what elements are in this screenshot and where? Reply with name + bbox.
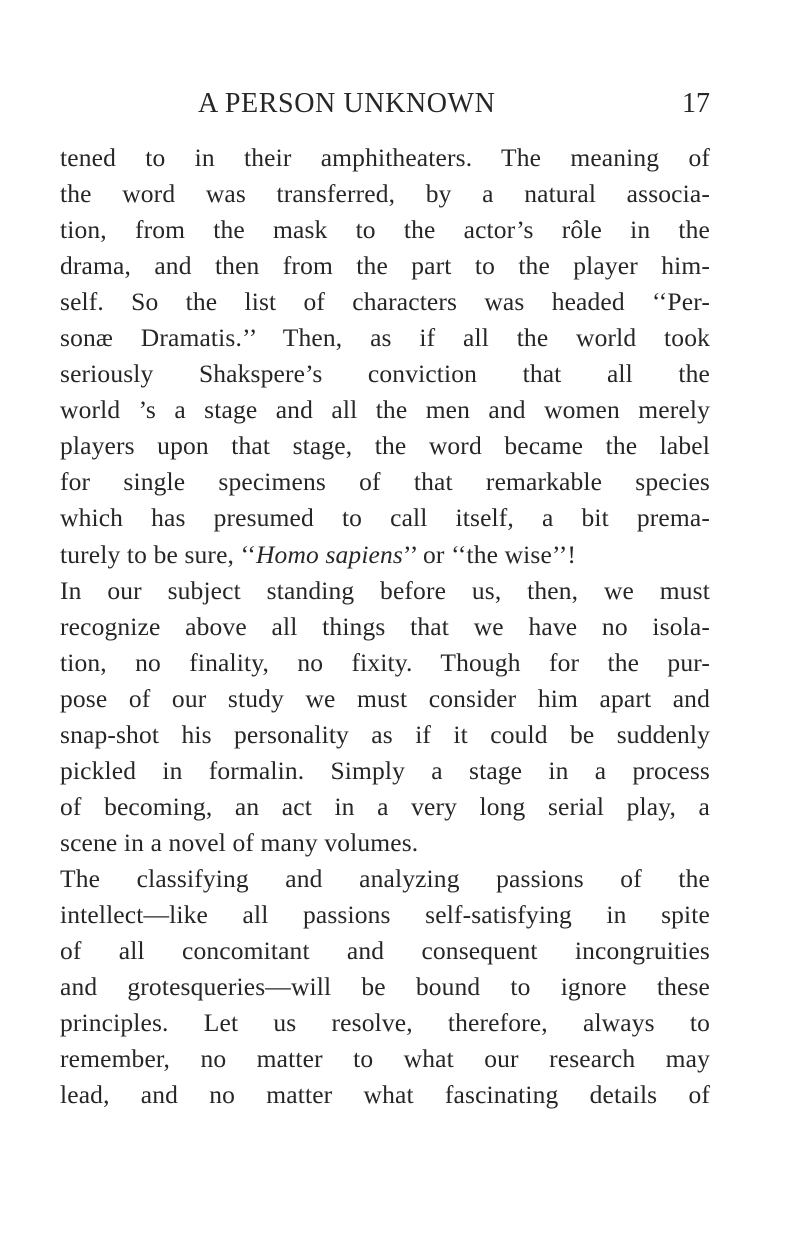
text-line: which has presumed to call itself, a bit prema-: [60, 503, 710, 533]
text-line: for single specimens of that remarkable species: [60, 467, 710, 497]
body-text: [60, 140, 710, 1113]
text-line: self. So the list of characters was headed ‘‘Per-: [60, 287, 710, 317]
italic-phrase: Homo sapiens: [255, 539, 403, 569]
text-line: the word was transferred, by a natural associa-: [60, 179, 710, 209]
text-line: tion, no finality, no fixity. Though for the pur-: [60, 647, 710, 677]
text-line: snap-shot his personality as if it could be suddenly: [60, 719, 710, 749]
text-line: The classifying and analyzing passions of the: [60, 863, 710, 893]
text-line: scene in a novel of many volumes.: [60, 827, 419, 857]
text-line: tened to in their amphitheaters. The meaning of: [60, 143, 710, 172]
text-line: principles. Let us resolve, therefore, always to: [60, 1008, 710, 1038]
running-head: A PERSON UNKNOWN: [198, 88, 496, 119]
text-segment: ’’ or ‘‘the wise’’!: [403, 539, 576, 569]
page-header: [198, 84, 710, 124]
text-line: In our subject standing before us, then, we must: [60, 575, 710, 605]
text-line: of becoming, an act in a very long serial play, a: [60, 791, 710, 821]
text-line: and grotesqueries—will be bound to ignore these: [60, 972, 710, 1002]
text-line: seriously Shakspere’s conviction that all the: [60, 359, 710, 389]
text-line: lead, and no matter what fascinating details of: [60, 1080, 710, 1110]
page-number: 17: [682, 88, 710, 119]
text-line: players upon that stage, the word became the label: [60, 431, 710, 461]
text-line: tion, from the mask to the actor’s rôle in the: [60, 215, 710, 245]
text-line: sonæ Dramatis.’’ Then, as if all the world took: [60, 323, 710, 353]
text-line: pose of our study we must consider him apart and: [60, 683, 710, 713]
text-line: intellect—like all passions self-satisfying in spite: [60, 899, 710, 929]
text-line: remember, no matter to what our research may: [60, 1044, 710, 1074]
text-line: pickled in formalin. Simply a stage in a process: [60, 755, 710, 785]
text-line: [60, 537, 710, 573]
text-line: world ’s a stage and all the men and women merely: [60, 395, 710, 425]
text-line: drama, and then from the part to the player him-: [60, 251, 710, 281]
text-segment: turely to be sure, ‘‘: [60, 539, 256, 569]
text-line: recognize above all things that we have no isola-: [60, 611, 710, 641]
text-line: of all concomitant and consequent incongruities: [60, 936, 710, 966]
